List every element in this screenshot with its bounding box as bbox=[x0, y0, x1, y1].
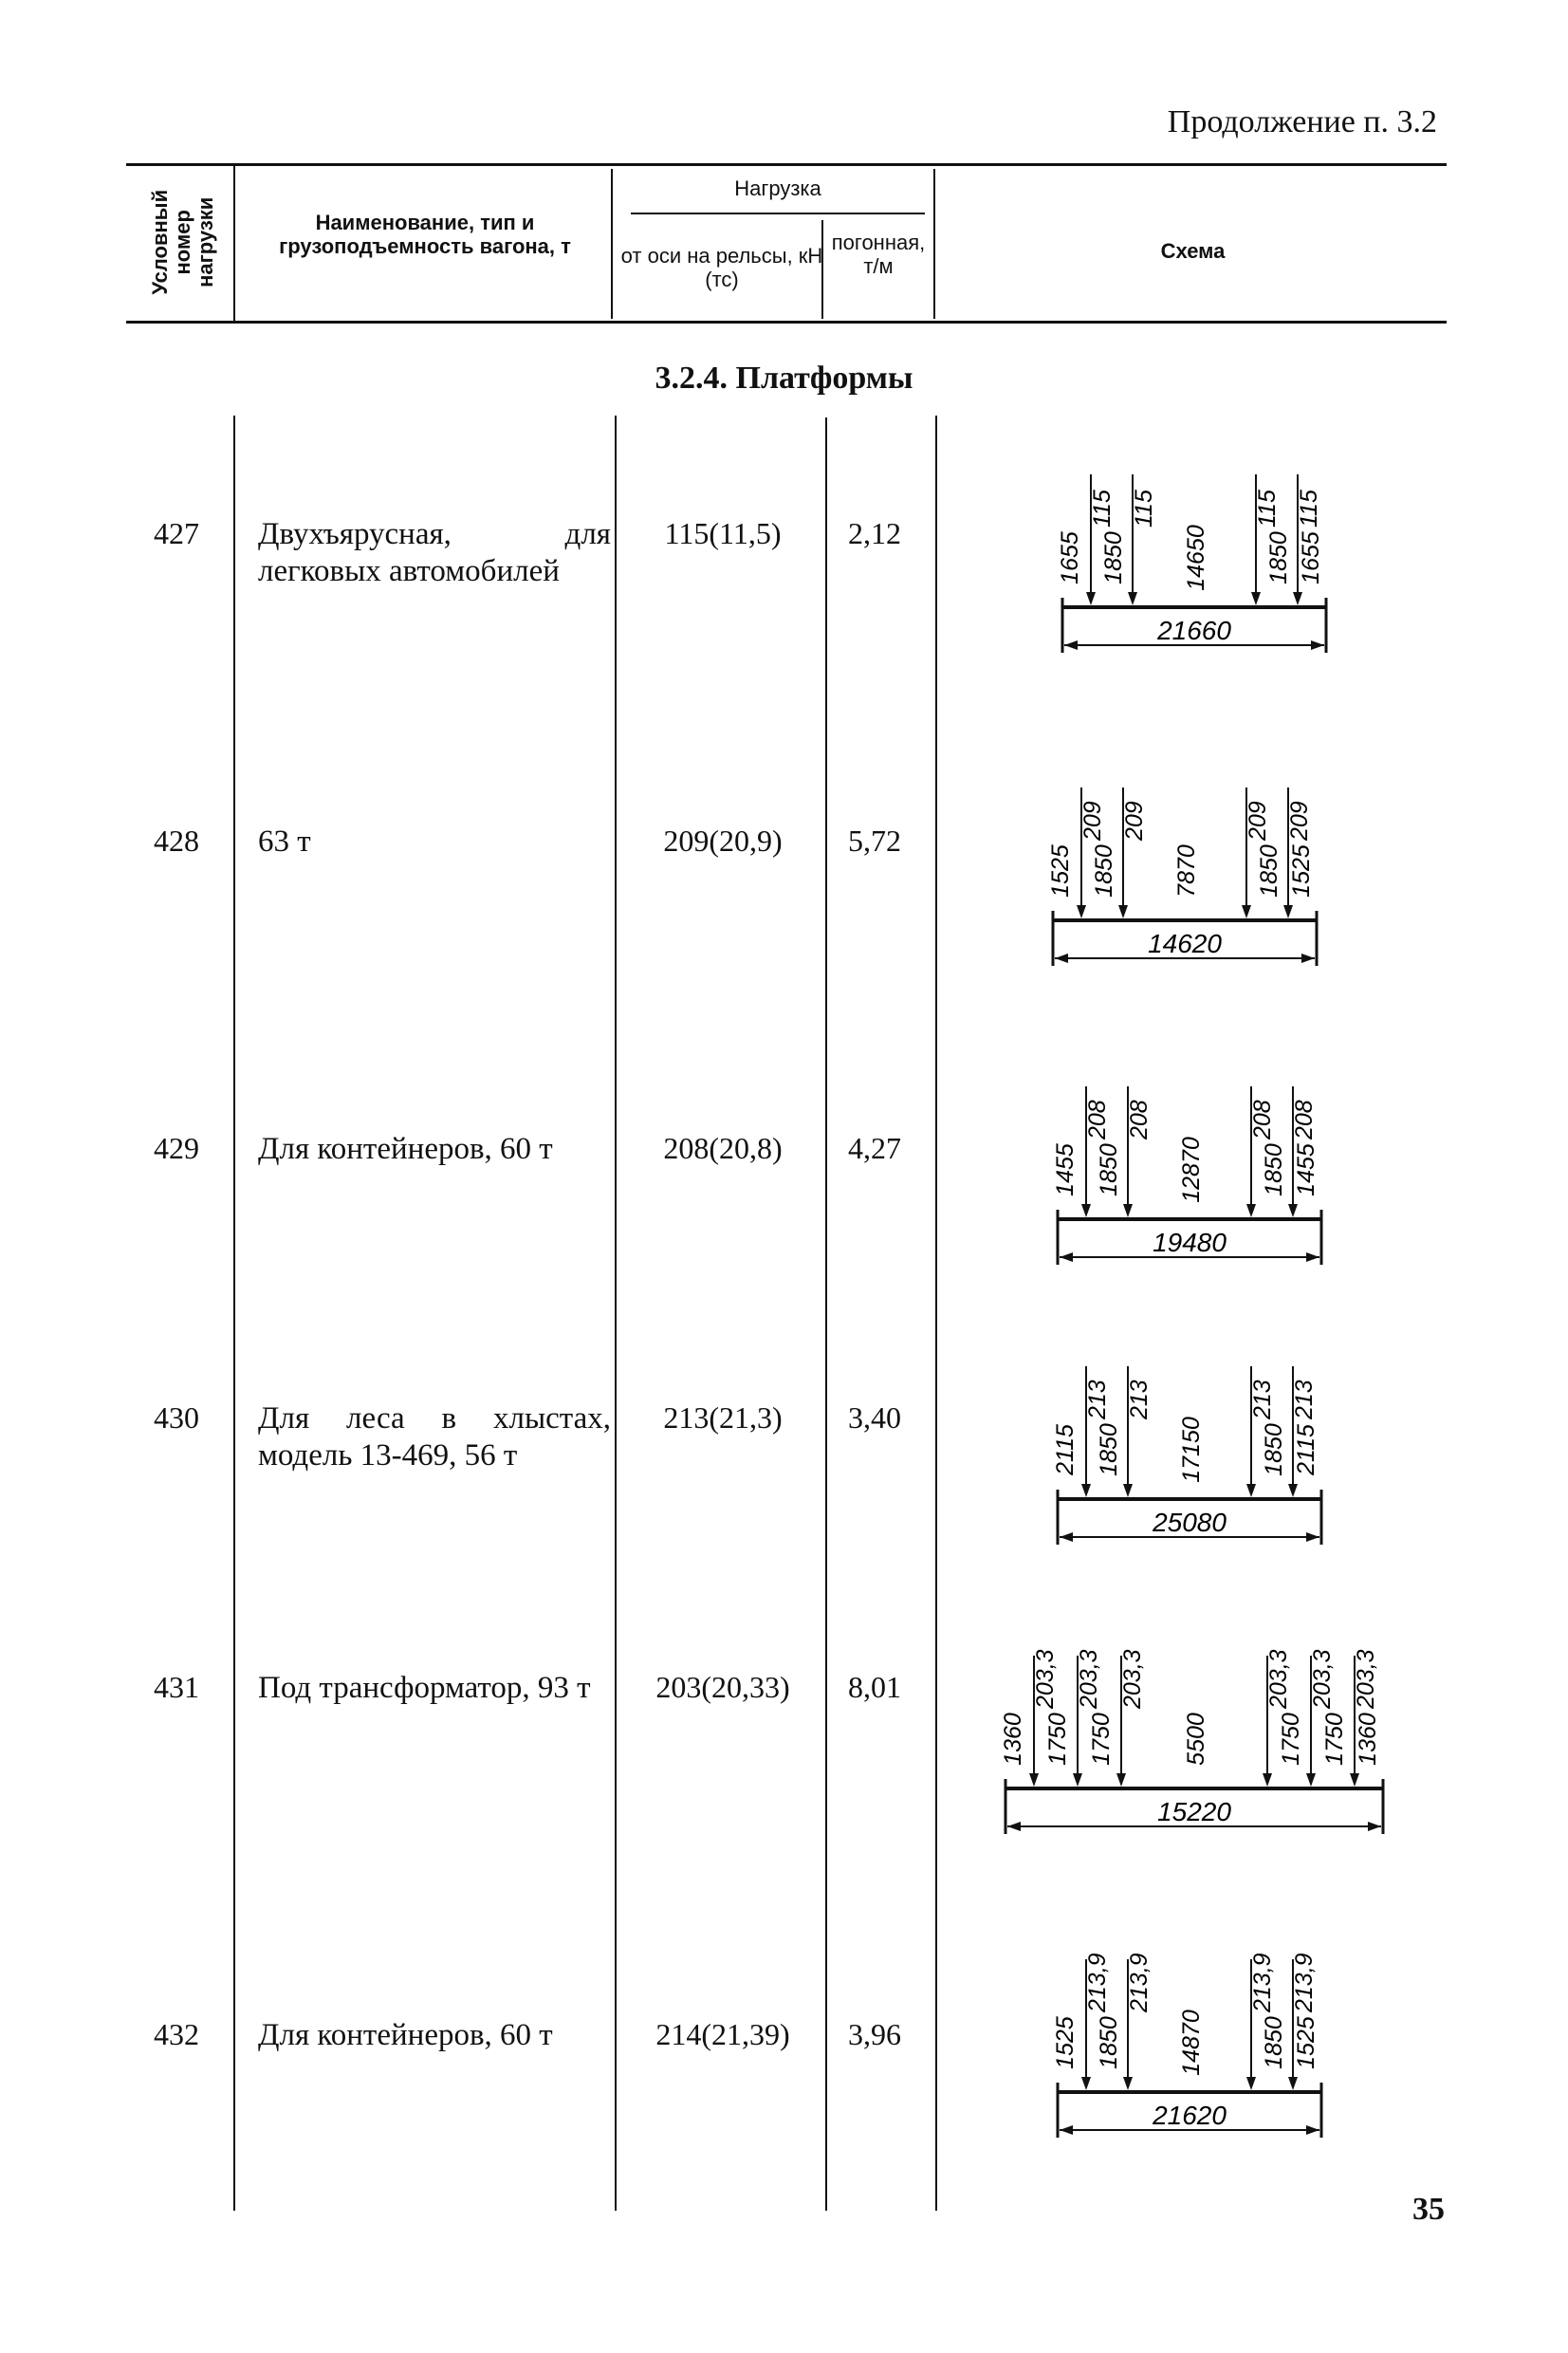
load-arrow-head bbox=[1293, 592, 1302, 605]
load-arrow-head bbox=[1081, 2077, 1091, 2090]
load-arrow-head bbox=[1116, 1773, 1126, 1787]
load-value-label: 213,9 bbox=[1291, 1953, 1318, 2012]
load-value-label: 213,9 bbox=[1126, 1953, 1153, 2012]
load-scheme-427 bbox=[1053, 436, 1337, 664]
span-length-label: 1750 bbox=[1044, 1713, 1071, 1766]
load-scheme-428 bbox=[1043, 750, 1328, 977]
dimension-arrow-left bbox=[1060, 1532, 1073, 1542]
load-arrow-head bbox=[1288, 2077, 1298, 2090]
load-value-label: 213,9 bbox=[1084, 1953, 1111, 2012]
load-value-label: 209 bbox=[1121, 801, 1148, 841]
load-arrow-head bbox=[1251, 592, 1261, 605]
span-length-label: 1360 bbox=[1000, 1713, 1026, 1766]
total-length-label: 21620 bbox=[1153, 2101, 1227, 2130]
load-arrow-head bbox=[1123, 1484, 1133, 1497]
row-number: 427 bbox=[154, 516, 199, 550]
span-length-label: 1750 bbox=[1278, 1713, 1304, 1766]
span-length-label: 5500 bbox=[1183, 1713, 1209, 1766]
header-axle-label: от оси на рельсы, кН (тс) bbox=[620, 244, 823, 292]
load-value-label: 115 bbox=[1089, 490, 1116, 528]
header-number-label: Условный номер нагрузки bbox=[147, 189, 218, 295]
span-length-label: 1455 bbox=[1293, 1143, 1319, 1196]
span-length-label: 1655 bbox=[1298, 531, 1324, 584]
row-name: Двухъярусная, для легковых автомобилей bbox=[258, 517, 611, 588]
span-length-label: 7870 bbox=[1173, 844, 1200, 898]
span-length-label: 14650 bbox=[1183, 525, 1209, 591]
load-value-label: 208 bbox=[1291, 1100, 1318, 1139]
load-arrow-head bbox=[1086, 592, 1096, 605]
load-value-label: 213 bbox=[1249, 1380, 1276, 1419]
span-length-label: 14870 bbox=[1178, 2010, 1205, 2076]
row-linear-load: 8,01 bbox=[848, 1670, 901, 1704]
row-linear-load: 2,12 bbox=[848, 516, 901, 550]
dimension-arrow-right bbox=[1368, 1822, 1381, 1831]
load-value-label: 203,3 bbox=[1265, 1649, 1292, 1709]
span-length-label: 1850 bbox=[1265, 531, 1292, 584]
span-length-label: 1850 bbox=[1096, 1143, 1122, 1196]
load-arrow-head bbox=[1246, 1204, 1256, 1217]
load-value-label: 208 bbox=[1084, 1100, 1111, 1139]
span-length-label: 1525 bbox=[1288, 844, 1315, 898]
load-arrow-head bbox=[1288, 1204, 1298, 1217]
load-arrow-head bbox=[1081, 1204, 1091, 1217]
header-divider bbox=[933, 169, 935, 319]
span-length-label: 1850 bbox=[1261, 1423, 1287, 1476]
load-arrow-head bbox=[1073, 1773, 1082, 1787]
load-value-label: 209 bbox=[1286, 801, 1313, 841]
header-load-group-label: Нагрузка bbox=[734, 176, 821, 200]
header-linear-label: погонная, т/м bbox=[831, 231, 926, 279]
load-arrow-head bbox=[1081, 1484, 1091, 1497]
row-linear-load: 3,40 bbox=[848, 1400, 901, 1435]
dimension-arrow-right bbox=[1301, 954, 1315, 963]
span-length-label: 1850 bbox=[1096, 1423, 1122, 1476]
load-arrow-head bbox=[1242, 905, 1251, 918]
load-arrow-head bbox=[1118, 905, 1128, 918]
row-number: 432 bbox=[154, 2017, 199, 2051]
load-value-label: 203,3 bbox=[1353, 1649, 1379, 1709]
span-length-label: 1525 bbox=[1052, 2016, 1079, 2069]
total-length-label: 19480 bbox=[1153, 1228, 1227, 1257]
row-axle-load: 214(21,39) bbox=[655, 2017, 790, 2051]
load-value-label: 213,9 bbox=[1249, 1953, 1276, 2012]
row-name: Для контейнеров, 60 т bbox=[258, 1132, 553, 1166]
load-value-label: 203,3 bbox=[1032, 1649, 1059, 1709]
header-divider bbox=[611, 169, 613, 319]
load-scheme-432 bbox=[1048, 1921, 1333, 2149]
load-value-label: 115 bbox=[1131, 490, 1157, 528]
span-length-label: 12870 bbox=[1178, 1137, 1205, 1203]
row-name: Под трансформатор, 93 т bbox=[258, 1671, 591, 1705]
total-length-label: 25080 bbox=[1153, 1508, 1227, 1537]
row-axle-load: 203(20,33) bbox=[655, 1670, 790, 1704]
load-scheme-431 bbox=[996, 1618, 1394, 1845]
load-arrow-head bbox=[1263, 1773, 1272, 1787]
load-value-label: 208 bbox=[1126, 1100, 1153, 1139]
row-name: Для леса в хлыстах, модель 13-469, 56 т bbox=[258, 1401, 611, 1473]
span-length-label: 1850 bbox=[1256, 844, 1282, 898]
load-value-label: 203,3 bbox=[1119, 1649, 1146, 1709]
load-arrow-head bbox=[1306, 1773, 1316, 1787]
load-arrow-head bbox=[1288, 1484, 1298, 1497]
row-axle-load: 209(20,9) bbox=[663, 824, 783, 858]
dimension-arrow-left bbox=[1055, 954, 1068, 963]
span-length-label: 1850 bbox=[1091, 844, 1117, 898]
span-length-label: 1360 bbox=[1355, 1713, 1381, 1766]
span-length-label: 1750 bbox=[1088, 1713, 1115, 1766]
load-value-label: 213 bbox=[1126, 1380, 1153, 1419]
row-name: Для контейнеров, 60 т bbox=[258, 2018, 553, 2052]
load-arrow-head bbox=[1123, 2077, 1133, 2090]
load-value-label: 208 bbox=[1249, 1100, 1276, 1139]
total-length-label: 21660 bbox=[1157, 616, 1231, 645]
dimension-arrow-right bbox=[1306, 2125, 1319, 2135]
load-value-label: 209 bbox=[1079, 801, 1106, 841]
load-arrow-head bbox=[1123, 1204, 1133, 1217]
load-arrow-head bbox=[1246, 1484, 1256, 1497]
row-axle-load: 115(11,5) bbox=[664, 516, 782, 550]
load-group-rule bbox=[631, 213, 925, 214]
load-arrow-head bbox=[1283, 905, 1293, 918]
load-arrow-head bbox=[1350, 1773, 1359, 1787]
load-arrow-head bbox=[1246, 2077, 1256, 2090]
page-number: 35 bbox=[1412, 2192, 1445, 2227]
load-scheme-429 bbox=[1048, 1048, 1333, 1276]
total-length-label: 15220 bbox=[1157, 1797, 1231, 1826]
body-divider bbox=[233, 416, 235, 2211]
body-divider bbox=[615, 416, 617, 2211]
row-linear-load: 5,72 bbox=[848, 824, 901, 858]
row-number: 429 bbox=[154, 1131, 199, 1165]
dimension-arrow-right bbox=[1306, 1252, 1319, 1262]
dimension-arrow-left bbox=[1060, 1252, 1073, 1262]
span-length-label: 17150 bbox=[1178, 1417, 1205, 1483]
load-value-label: 213 bbox=[1084, 1380, 1111, 1419]
span-length-label: 1525 bbox=[1047, 844, 1074, 898]
load-value-label: 209 bbox=[1245, 801, 1271, 841]
span-length-label: 1850 bbox=[1261, 2016, 1287, 2069]
load-arrow-head bbox=[1029, 1773, 1039, 1787]
load-arrow-head bbox=[1128, 592, 1137, 605]
header-top-rule bbox=[126, 163, 1447, 166]
row-number: 428 bbox=[154, 824, 199, 858]
row-axle-load: 208(20,8) bbox=[663, 1131, 783, 1165]
dimension-arrow-right bbox=[1311, 640, 1324, 650]
span-length-label: 1455 bbox=[1052, 1143, 1079, 1196]
load-value-label: 203,3 bbox=[1076, 1649, 1102, 1709]
dimension-arrow-right bbox=[1306, 1532, 1319, 1542]
body-divider bbox=[825, 417, 827, 2211]
span-length-label: 2115 bbox=[1052, 1424, 1079, 1475]
row-name: 63 т bbox=[258, 824, 311, 859]
section-title: 3.2.4. Платформы bbox=[655, 361, 913, 396]
row-linear-load: 3,96 bbox=[848, 2017, 901, 2051]
span-length-label: 1850 bbox=[1100, 531, 1127, 584]
row-axle-load: 213(21,3) bbox=[663, 1400, 783, 1435]
load-value-label: 213 bbox=[1291, 1380, 1318, 1419]
span-length-label: 1850 bbox=[1096, 2016, 1122, 2069]
span-length-label: 1525 bbox=[1293, 2016, 1319, 2069]
load-value-label: 115 bbox=[1254, 490, 1281, 528]
span-length-label: 1655 bbox=[1057, 531, 1083, 584]
span-length-label: 1750 bbox=[1321, 1713, 1348, 1766]
header-bottom-rule bbox=[126, 321, 1447, 324]
dimension-arrow-left bbox=[1060, 2125, 1073, 2135]
load-scheme-430 bbox=[1048, 1328, 1333, 1556]
body-divider bbox=[935, 416, 937, 2211]
header-number-cell bbox=[112, 171, 254, 313]
load-value-label: 115 bbox=[1296, 490, 1322, 528]
load-arrow-head bbox=[1077, 905, 1086, 918]
header-name-label: Наименование, тип и грузоподъемность вагона, т bbox=[279, 211, 571, 259]
header-scheme-label: Схема bbox=[1160, 239, 1226, 263]
row-number: 430 bbox=[154, 1400, 199, 1435]
row-number: 431 bbox=[154, 1670, 199, 1704]
continuation-label: Продолжение п. 3.2 bbox=[1167, 104, 1437, 139]
dimension-arrow-left bbox=[1007, 1822, 1021, 1831]
total-length-label: 14620 bbox=[1148, 929, 1222, 958]
span-length-label: 1850 bbox=[1261, 1143, 1287, 1196]
load-value-label: 203,3 bbox=[1309, 1649, 1336, 1709]
dimension-arrow-left bbox=[1064, 640, 1078, 650]
span-length-label: 2115 bbox=[1293, 1424, 1319, 1475]
row-linear-load: 4,27 bbox=[848, 1131, 901, 1165]
